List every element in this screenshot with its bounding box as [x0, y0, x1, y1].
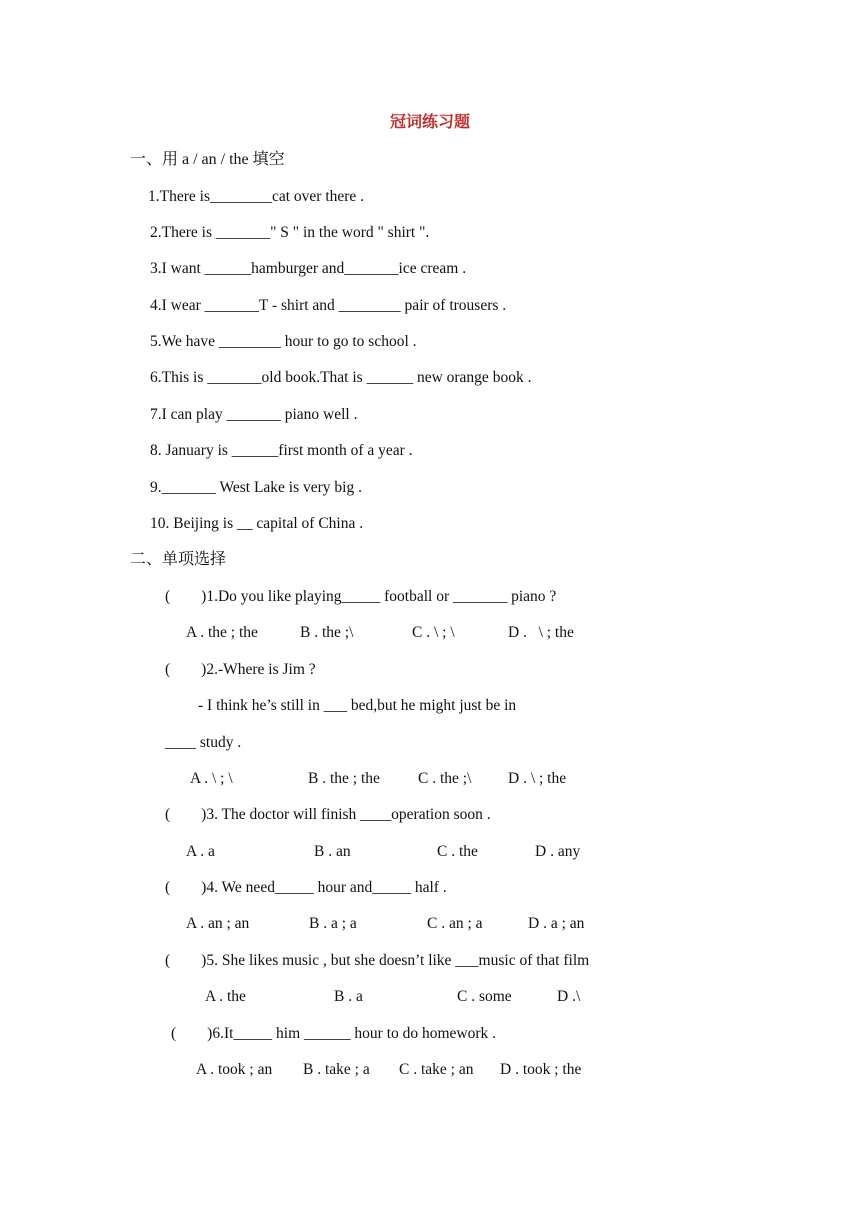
- question-5-stem: ( )5. She likes music , but she doesn’t like ___music of that film: [165, 952, 590, 969]
- question-5-option-c: C . some: [457, 988, 512, 1005]
- question-6-option-b: B . take ; a: [303, 1061, 370, 1078]
- question-3-option-c: C . the: [437, 843, 478, 860]
- fill-item-5: 5.We have ________ hour to go to school .: [150, 333, 417, 350]
- section-2-heading: 二、单项选择: [130, 551, 227, 568]
- question-4-option-b: B . a ; a: [309, 915, 357, 932]
- fill-item-7: 7.I can play _______ piano well .: [150, 406, 358, 423]
- question-4-option-c: C . an ; a: [427, 915, 483, 932]
- question-1-option-c: C . \ ; \: [412, 624, 455, 641]
- question-2-option-c: C . the ;\: [418, 770, 472, 787]
- question-2-option-d: D . \ ; the: [508, 770, 567, 787]
- question-3-stem: ( )3. The doctor will finish ____operation soon .: [165, 806, 491, 823]
- question-5-option-a: A . the: [205, 988, 246, 1005]
- question-6-option-a: A . took ; an: [196, 1061, 273, 1078]
- question-2-option-b: B . the ; the: [308, 770, 380, 787]
- question-1-option-a: A . the ; the: [186, 624, 258, 641]
- question-2-stem: ( )2.-Where is Jim ?: [165, 661, 316, 678]
- fill-item-6: 6.This is _______old book.That is ______ new orange book .: [150, 369, 532, 386]
- fill-item-2: 2.There is _______" S " in the word " shirt ".: [150, 224, 430, 241]
- question-2-stem-line-3: ____ study .: [165, 734, 242, 751]
- fill-item-10: 10. Beijing is __ capital of China .: [150, 515, 364, 532]
- question-6-option-c: C . take ; an: [399, 1061, 474, 1078]
- fill-item-8: 8. January is ______first month of a year .: [150, 442, 413, 459]
- question-6-stem: ( )6.It_____ him ______ hour to do homework .: [171, 1025, 497, 1042]
- question-2-option-a: A . \ ; \: [190, 770, 233, 787]
- question-4-option-a: A . an ; an: [186, 915, 250, 932]
- question-1-option-b: B . the ;\: [300, 624, 354, 641]
- question-2-stem-line-2: - I think he’s still in ___ bed,but he might just be in: [198, 697, 517, 714]
- fill-item-3: 3.I want ______hamburger and_______ice cream .: [150, 260, 467, 277]
- question-3-option-a: A . a: [186, 843, 215, 860]
- question-1-option-d: D . \ ; the: [508, 624, 574, 641]
- fill-item-1: 1.There is________cat over there .: [148, 188, 365, 205]
- fill-item-4: 4.I wear _______T - shirt and ________ pair of trousers .: [150, 297, 507, 314]
- section-1-heading: 一、用 a / an / the 填空: [130, 151, 285, 168]
- question-6-option-d: D . took ; the: [500, 1061, 582, 1078]
- question-5-option-b: B . a: [334, 988, 363, 1005]
- question-5-option-d: D .\: [557, 988, 581, 1005]
- fill-item-9: 9._______ West Lake is very big .: [150, 479, 362, 496]
- question-4-option-d: D . a ; an: [528, 915, 585, 932]
- question-3-option-b: B . an: [314, 843, 351, 860]
- question-3-option-d: D . any: [535, 843, 581, 860]
- document-title: 冠词练习题: [389, 114, 470, 131]
- question-4-stem: ( )4. We need_____ hour and_____ half .: [165, 879, 447, 896]
- question-1-stem: ( )1.Do you like playing_____ football or _______ piano ?: [165, 588, 557, 605]
